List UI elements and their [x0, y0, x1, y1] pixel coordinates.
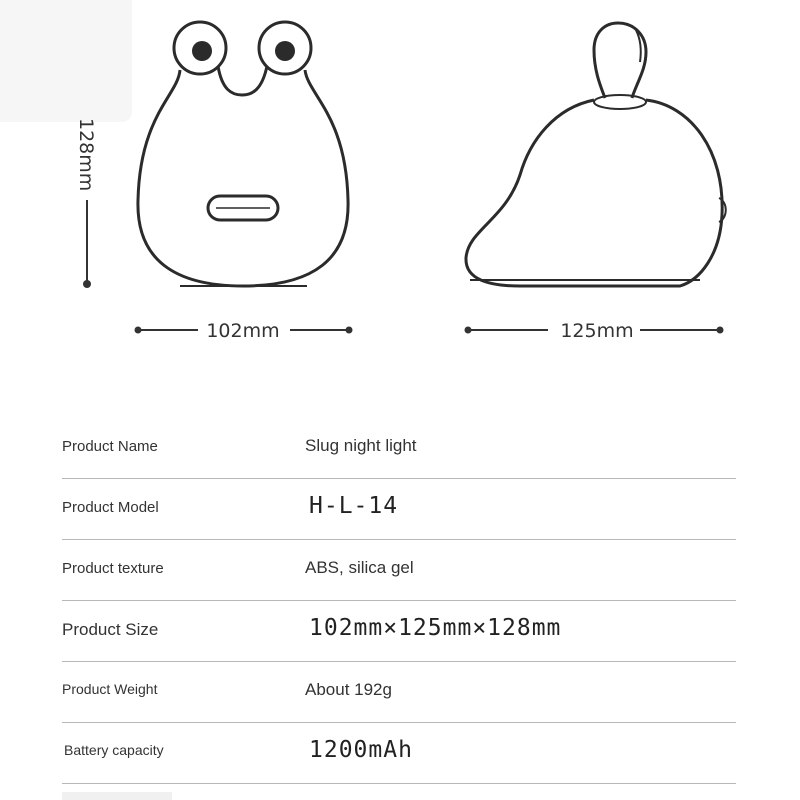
spec-table [62, 418, 736, 784]
spec-value: H-L-14 [309, 493, 399, 519]
slug-front-view [138, 22, 348, 286]
spec-row-name [62, 418, 736, 479]
side-body-outline [466, 100, 722, 286]
spec-row-model [62, 479, 736, 540]
spec-value: Slug night light [305, 436, 417, 455]
spec-value: ABS, silica gel [305, 558, 414, 577]
spec-label: Product Weight [62, 681, 158, 697]
slug-side-view [466, 23, 726, 286]
dimension-diagram [0, 0, 800, 360]
spec-row-size [62, 601, 736, 662]
spec-value: 102mm×125mm×128mm [309, 615, 562, 641]
height-label: 128mm [75, 118, 97, 192]
spec-value: 1200mAh [309, 737, 413, 763]
side-width-label: 125mm [560, 320, 634, 342]
cut-off-row-hint [62, 792, 172, 800]
spec-label: Product texture [62, 560, 164, 577]
spec-row-weight [62, 662, 736, 723]
head-neck-curve [218, 66, 267, 95]
body-outline [138, 70, 348, 286]
height-dimension [75, 118, 97, 288]
front-width-label: 102mm [206, 320, 280, 342]
spec-label: Product Name [62, 438, 158, 455]
front-width-dimension [135, 320, 353, 342]
spec-label: Battery capacity [64, 742, 164, 758]
spec-row-texture [62, 540, 736, 601]
side-width-dimension [465, 320, 724, 342]
spec-row-battery [62, 723, 736, 784]
right-pupil [275, 41, 295, 61]
spec-value: About 192g [305, 680, 392, 699]
spec-label: Product Size [62, 620, 159, 639]
spec-label: Product Model [62, 499, 159, 516]
left-pupil [192, 41, 212, 61]
